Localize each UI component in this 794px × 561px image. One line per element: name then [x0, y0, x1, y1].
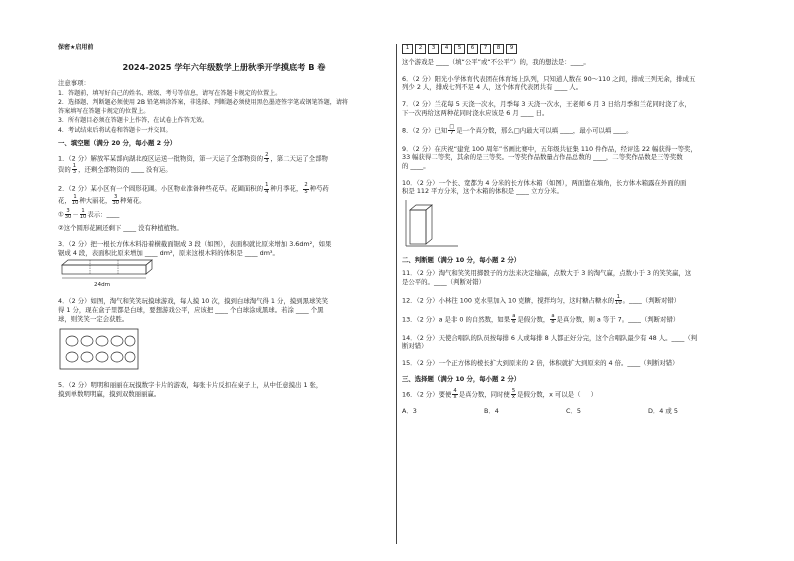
notice-item: 3．所有题目必须在答题卡上作答，在试卷上作答无效。: [58, 117, 209, 125]
q6-text: 列少 2 人，排成七列不足 4 人，这个体育代表团共有 ____ 人。: [402, 83, 583, 92]
question-3: [58, 240, 390, 289]
fraction: $\frac{5}{x}$: [511, 388, 516, 401]
fraction: $\frac{1}{10}$: [79, 208, 87, 221]
fraction: $\frac{1}{10}$: [615, 293, 622, 306]
q2-text: ①: [58, 210, 64, 219]
q15-text: 15．（2 分）一个正方体的棱长扩大到原来的 2 倍，体积就扩大到原来的 4 倍。____（判断对错）: [402, 358, 679, 367]
number-card: 7: [480, 44, 491, 54]
fraction: $\frac{1}{10}$: [71, 193, 79, 206]
notice-item: 1．答题前，填写好自己的姓名、班级、考号等信息，请写在答题卡规定的位置上。: [58, 89, 282, 97]
secret-label: 保密★启用前: [58, 44, 94, 51]
q14-text: 断对错）: [402, 342, 428, 351]
q2-text: 2．（2 分）某小区有一个圆形花圃。小区物业准备种些花草。花圃面积的: [58, 185, 264, 194]
section-judge-heading: 二、判断题（满分 10 分，每小题 2 分）: [402, 255, 521, 264]
q5-answer-line: 这个游戏是 ____（填“公平”或“不公平”）的，我的想法是：____。: [402, 58, 590, 66]
q9-text: 9．（2 分）在庆祝“建党 100 周年”书画比赛中，五年级共征集 110 件作品，经评选 22 幅获得一等奖，: [402, 144, 697, 153]
q13-text: 13．（2 分）a 是非 0 的自然数，如果: [402, 315, 511, 324]
q12-text: 。____（判断对错）: [622, 296, 681, 305]
q16-text: 16．（2 分）要使: [402, 390, 452, 399]
q5-text: 摸到单数明明赢，摸到双数丽丽赢。: [58, 390, 161, 399]
fraction: $\frac{a}{8}$: [551, 313, 555, 326]
q4-text: 球，则笑笑一定会获胜。: [58, 314, 129, 323]
fraction: $\frac{2}{5}$: [304, 182, 308, 195]
notice-heading: 注意事项：: [58, 79, 90, 88]
q1-text: ，第二天运了全部物: [270, 154, 328, 163]
q2-text: 种大丽花，: [79, 196, 112, 205]
q2-text: 花，: [58, 196, 71, 205]
question-7: [402, 100, 742, 117]
question-9: [402, 145, 742, 171]
q16-text: 是假分数，x 可以是（ ）: [517, 390, 598, 399]
q4-text: 得 1 分，现在盒子里都是白球，要想游戏公平，应该把 ____ 个白球涂成黑球。若涂 ____ 个黑: [58, 306, 324, 315]
question-5: [58, 381, 390, 398]
number-card: 3: [428, 44, 439, 54]
q2-text: 种菊花。: [119, 196, 146, 205]
section-choice-heading: 三、选择题（满分 10 分，每小题 2 分）: [402, 375, 521, 384]
q1-text: ，还剩全部物资的 ____ 没有运。: [78, 165, 172, 174]
corner-box-figure: [402, 198, 462, 248]
fraction: $\frac{1}{4}$: [265, 182, 269, 195]
number-card: 9: [506, 44, 517, 54]
fraction: $\frac{a}{6}$: [512, 313, 516, 326]
question-13: [402, 314, 742, 325]
fraction: $\frac{1}{3}$: [72, 162, 77, 176]
question-6: [402, 75, 742, 92]
notice-item: 答案填写在答题卡规定的位置上。: [58, 108, 150, 116]
q7-text: 下一次再给这两种花同时浇水应该是 6 月 ____ 日。: [402, 108, 549, 117]
question-14: [402, 334, 742, 351]
question-16: [402, 389, 742, 415]
q4-text: 4．（2 分）如图，淘气和笑笑玩摸球游戏，每人摸 10 次，摸到白球淘气得 1 分，摸到黑球笑笑: [58, 297, 329, 306]
option-a[interactable]: A．3: [402, 406, 417, 415]
q2-text: ②这个圆形花圃还剩下 ____ 没有种植植物。: [58, 223, 183, 232]
question-4: [58, 297, 390, 373]
q1-text: 1．（2 分）解放军某部向湖北疫区运送一批物资，第一天运了全部物资的: [58, 154, 264, 163]
q9-text: 33 幅获得二等奖，其余的是三等奖。一等奖作品数量占作品总数的 ____，二等奖作品数是三等奖数: [402, 153, 683, 162]
q3-text: 锯成 4 段，表面积比原来增加 ____ dm²，原来这根木料的体积是 ____ dm³。: [58, 248, 279, 257]
q7-text: 7．（2 分）兰花每 5 天浇一次水，月季每 3 天浇一次水，王老师 6 月 3 日给月季和兰花同时浇了水，: [402, 99, 691, 108]
fraction: $\frac{4}{x}$: [453, 388, 457, 401]
exam-title: 2024-2025 学年六年级数学上册秋季开学摸底考 B 卷: [122, 62, 326, 73]
left-column: [58, 44, 390, 407]
q16-options: [402, 407, 742, 416]
question-15: [402, 359, 742, 368]
option-d[interactable]: D．4 或 5: [648, 406, 678, 415]
number-card: 5: [454, 44, 465, 54]
fraction: $\frac{3}{30}$: [64, 208, 72, 221]
q12-text: 12．（2 分）小林往 100 克水里加入 10 克糖，搅拌均匀，这时糖占糖水的: [402, 296, 615, 305]
column-divider: [396, 44, 397, 544]
ball-box-figure: [58, 327, 148, 373]
number-cards: [402, 44, 742, 54]
right-column: [402, 44, 742, 423]
wood-block-figure: [58, 257, 178, 289]
fraction: $\frac{2}{3}$: [265, 151, 269, 164]
question-12: [402, 295, 742, 306]
q8-text: 8．（2 分）已知: [402, 126, 448, 135]
q13-text: 是真分数，则 a 等于 7。____（判断对错）: [556, 315, 680, 324]
q5-text: 5．（2 分）明明和丽丽在玩摸数字卡片的游戏，每张卡片反扣在桌子上，从中任意摸出 1 张，: [58, 381, 323, 390]
q11-text: 是公平的。____（判断对错）: [402, 278, 486, 287]
section-fill-heading: 一、填空题（满分 20 分，每小题 2 分）: [58, 138, 177, 147]
option-b[interactable]: B．4: [484, 406, 499, 415]
question-1: [58, 153, 390, 176]
q9-text: 的 ____。: [402, 161, 430, 170]
number-card: 8: [493, 44, 504, 54]
option-c[interactable]: C．5: [566, 406, 581, 415]
q8-text: 是一个真分数，那么□内最大可以填 ____，最小可以填 ____。: [456, 126, 633, 135]
fraction: $\frac{□}{7}$: [449, 124, 455, 137]
fraction: $\frac{3}{30}$: [112, 193, 119, 206]
q2-text: 表示：____: [87, 210, 120, 219]
q1-text: 资的: [58, 165, 71, 174]
q11-text: 11．（2 分）淘气和笑笑用掷骰子的方法来决定输赢，点数大于 3 的淘气赢，点数小于 3 的笑笑赢，这: [402, 269, 692, 278]
q14-text: 14．（2 分）天使合唱队的队员按每排 6 人或每排 8 人都正好分完，这个合唱队最少有 48 人。____（判: [402, 333, 698, 342]
notice-item: 4．考试结束后将试卷和答题卡一并交回。: [58, 126, 172, 134]
q2-text: 种月季花，: [270, 185, 303, 194]
number-card: 6: [467, 44, 478, 54]
q10-text: 积是 112 平方分米，这个木箱的体积是 ____ 立方分米。: [402, 187, 563, 196]
q10-text: 10．（2 分）一个长、宽都为 4 分米的长方体木箱（如图），两面靠在墙角，长方体木箱露在外面的面: [402, 178, 687, 187]
q13-text: 是假分数，: [517, 315, 550, 324]
q16-text: 是真分数，同时使: [458, 390, 510, 399]
question-8: [402, 125, 742, 136]
notice-item: 2．选择题、判断题必须使用 2B 铅笔填涂答案，非选择、判断题必须使用黑色墨迹签字笔或钢笔答题，请将: [58, 99, 349, 107]
question-11: [402, 269, 742, 286]
question-10: [402, 179, 742, 248]
number-card: 1: [402, 44, 413, 54]
q6-text: 6．（2 分）阳光小学体育代表团在体育场上队列，只知道人数在 90～110 之间，排成三列无余，排成五: [402, 74, 696, 83]
length-label: 24dm: [94, 282, 111, 289]
question-2: 2．（2 分）某小区有一个圆形花圃。小区物业准备种些花草。花圃面积的 $\frac{1}{4}$ 种月季花， $\frac{2}{5}$ 种芍药 花， $\frac{1}{10}$ 种大丽花， $\frac{3}{30}$ 种菊花。 ① $\frac{3}{30}$ － $\frac{1}{10}$ 表示：____ ②这个圆形花圃还剩下 ____ 没有种植植物。: [58, 183, 390, 232]
q3-text: 3．（2 分）把一根长方体木料沿着横截面锯成 3 段（如图），表面积就比原来增加 3.6dm²，如果: [58, 240, 332, 249]
number-card: 4: [441, 44, 452, 54]
number-card: 2: [415, 44, 426, 54]
q2-text: 种芍药: [309, 185, 329, 194]
